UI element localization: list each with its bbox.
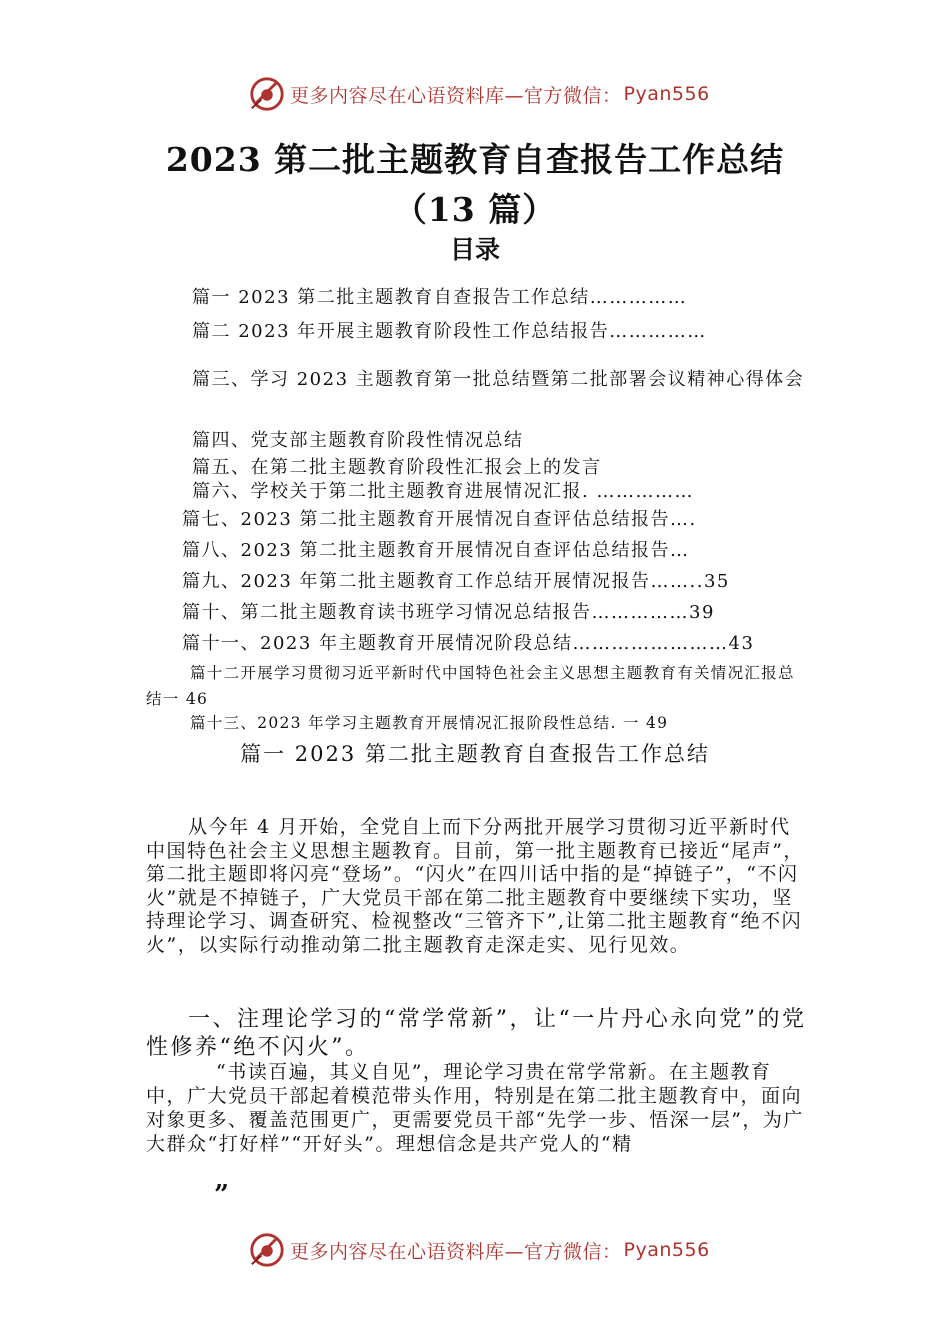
toc-item[interactable]: 篇六、学校关于第二批主题教育进展情况汇报. ……………: [192, 481, 694, 502]
section-title: 篇一 2023 第二批主题教育自查报告工作总结: [240, 742, 710, 766]
section-heading-1: 一、注理论学习的“常学常新”，让“一片丹心永向党”的党性修养“绝不闪火”。: [146, 1007, 807, 1060]
toc-item[interactable]: 篇八、2023 第二批主题教育开展情况自查评估总结报告…: [182, 540, 690, 561]
toc-item[interactable]: 篇四、党支部主题教育阶段性情况总结: [192, 430, 524, 451]
toc-heading: 目录: [449, 235, 500, 264]
header-banner: [248, 74, 768, 114]
paragraph-2: “书读百遍，其义自见”，理论学习贵在常学常新。在主题教育中，广大党员干部起着模范带头作用，特别是在第二批主题教育中，面向对象更多、覆盖范围更广，更需要党员干部“先学一步、悟深一层”，为广大群众“打好样”“开好头”。理想信念是共产党人的“精: [146, 1061, 804, 1155]
footer-banner: [248, 1230, 768, 1270]
toc-item[interactable]: 篇七、2023 第二批主题教育开展情况自查评估总结报告….: [182, 509, 697, 530]
document-title-line1: 2023 第二批主题教育自查报告工作总结: [165, 140, 785, 179]
toc-item[interactable]: 篇五、在第二批主题教育阶段性汇报会上的发言: [192, 457, 602, 478]
toc-item[interactable]: 篇十一、2023 年主题教育开展情况阶段总结……………………43: [182, 633, 755, 654]
toc-item[interactable]: 篇三、学习 2023 主题教育第一批总结暨第二批部署会议精神心得体会: [192, 369, 805, 390]
banner-wechat-id: Pyan556: [623, 1239, 710, 1261]
toc-item[interactable]: 篇九、2023 年第二批主题教育工作总结开展情况报告……..35: [182, 571, 730, 592]
seal-logo-icon: [248, 75, 286, 113]
banner-wechat-id: Pyan556: [623, 83, 710, 105]
document-title-line2: （13 篇）: [393, 190, 557, 229]
intro-paragraph: 从今年 4 月开始，全党自上而下分两批开展学习贯彻习近平新时代中国特色社会主义思想主题教育。目前，第一批主题教育已接近“尾声”，第二批主题即将闪亮“登场”。“闪火”在四川话中指的是“掉链子”，“不闪火”就是不掉链子，广大党员干部在第二批主题教育中要继续下实功，坚持理论学习、调查研究、检视整改“三管齐下”,让第二批主题教育“绝不闪火”，以实际行动推动第二批主题教育走深走实、见行见效。: [146, 816, 804, 956]
toc-item[interactable]: 篇二 2023 年开展主题教育阶段性工作总结报告……………: [192, 321, 707, 342]
banner-text: 更多内容尽在心语资料库—官方微信：: [290, 84, 622, 107]
toc-item[interactable]: 篇一 2023 第二批主题教育自查报告工作总结……………: [192, 287, 688, 308]
toc-item[interactable]: 篇十二开展学习贯彻习近平新时代中国特色社会主义思想主题教育有关情况汇报总结一 46: [146, 664, 795, 708]
toc-item[interactable]: 篇十、第二批主题教育读书班学习情况总结报告……………39: [182, 602, 715, 623]
seal-logo-icon: [248, 1231, 286, 1269]
toc-item[interactable]: 篇十三、2023 年学习主题教育开展情况汇报阶段性总结. 一 49: [190, 714, 669, 732]
trailing-quote-mark: ”: [214, 1180, 229, 1210]
banner-text: 更多内容尽在心语资料库—官方微信：: [290, 1240, 622, 1263]
